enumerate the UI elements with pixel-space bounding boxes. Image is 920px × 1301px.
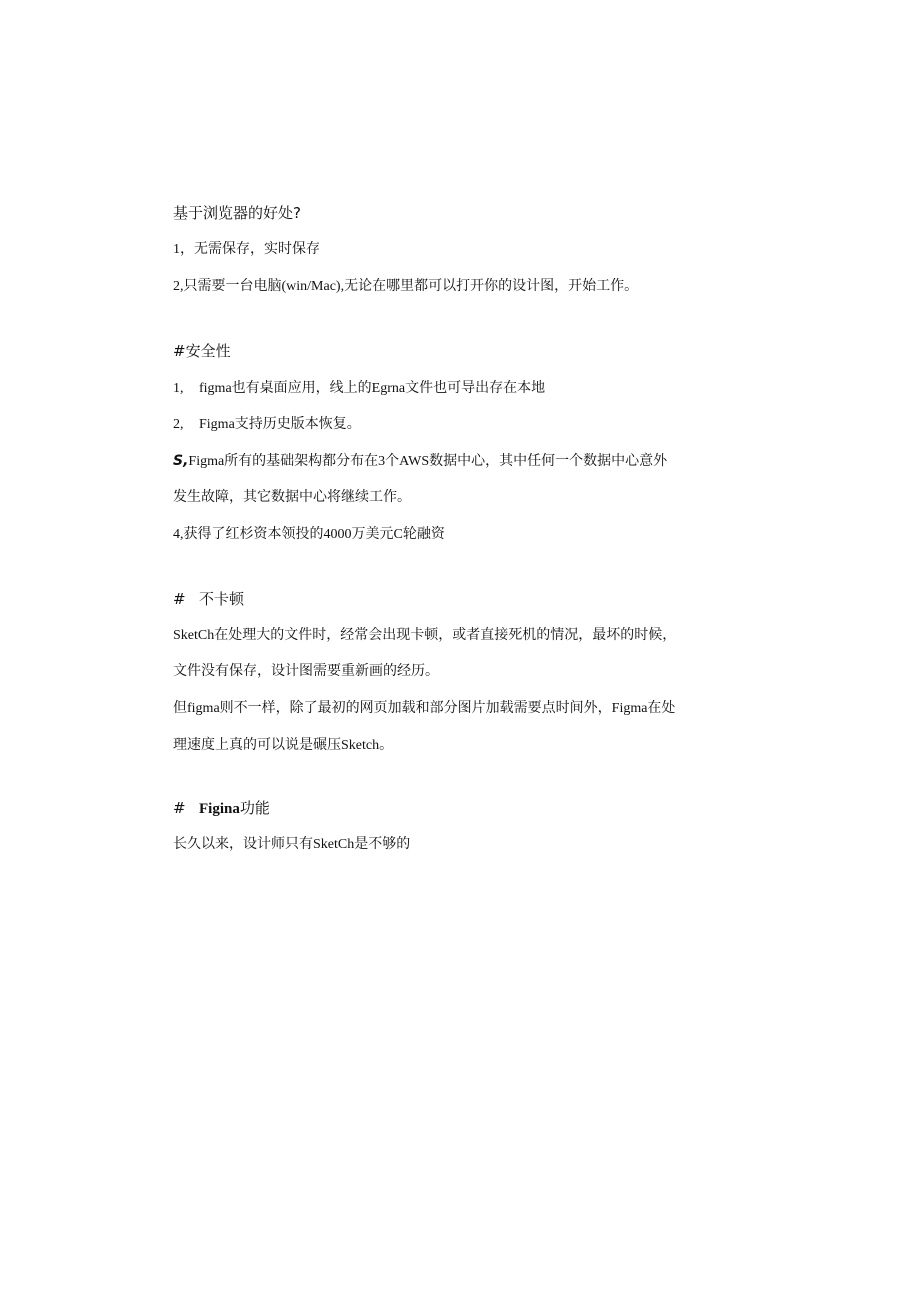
security-item-3-line-a — [173, 452, 667, 471]
section-heading-no-lag — [173, 590, 244, 608]
security-item-1-number: 1, — [173, 381, 184, 396]
benefit-item-2: 2,只需要一台电脑(win/Mac),无论在哪里都可以打开你的设计图，开始工作。 — [173, 279, 639, 294]
no-lag-paragraph-2-line-a: 但figma则不一样，除了最初的网页加载和部分图片加载需要点时间外，Figma在处 — [173, 701, 676, 716]
no-lag-paragraph-1-line-b: 文件没有保存，设计图需要重新画的经历。 — [173, 664, 439, 679]
heading-text: 不卡顿 — [199, 590, 245, 608]
heading-text-bold: Figina — [199, 801, 240, 817]
no-lag-paragraph-1-line-a: SketCh在处理大的文件时，经常会出现卡顿，或者直接死机的情况，最坏的时候， — [173, 628, 677, 643]
security-item-3-text-a: Figma所有的基础架构都分布在3个AWS数据中心，其中任何一个数据中心意外 — [188, 454, 668, 469]
heading-hash-marker: # — [173, 590, 186, 608]
security-item-2 — [173, 416, 361, 434]
features-line-1: 长久以来，设计师只有SketCh是不够的 — [173, 837, 411, 852]
security-item-4: 4,获得了红杉资本领投的4000万美元C轮融资 — [173, 527, 445, 542]
security-item-1 — [173, 380, 545, 398]
no-lag-paragraph-2-line-b: 理速度上真的可以说是碾压Sketch。 — [173, 738, 394, 753]
security-item-3-number: S, — [173, 453, 189, 469]
heading-text-rest: 功能 — [239, 799, 270, 817]
security-item-2-number: 2, — [173, 417, 184, 432]
section-heading-features — [173, 799, 270, 818]
heading-hash-marker: # — [173, 799, 186, 817]
section-heading-security: #安全性 — [173, 342, 231, 360]
security-item-2-text: Figma支持历史版本恢复。 — [199, 417, 361, 432]
security-item-3-line-b: 发生故障，其它数据中心将继续工作。 — [173, 490, 411, 505]
benefit-item-1: 1，无需保存，实时保存 — [173, 242, 320, 257]
section-heading-browser-benefits: 基于浏览器的好处? — [173, 204, 301, 222]
security-item-1-text: figma也有桌面应用，线上的Egrna文件也可导出存在本地 — [199, 381, 546, 396]
